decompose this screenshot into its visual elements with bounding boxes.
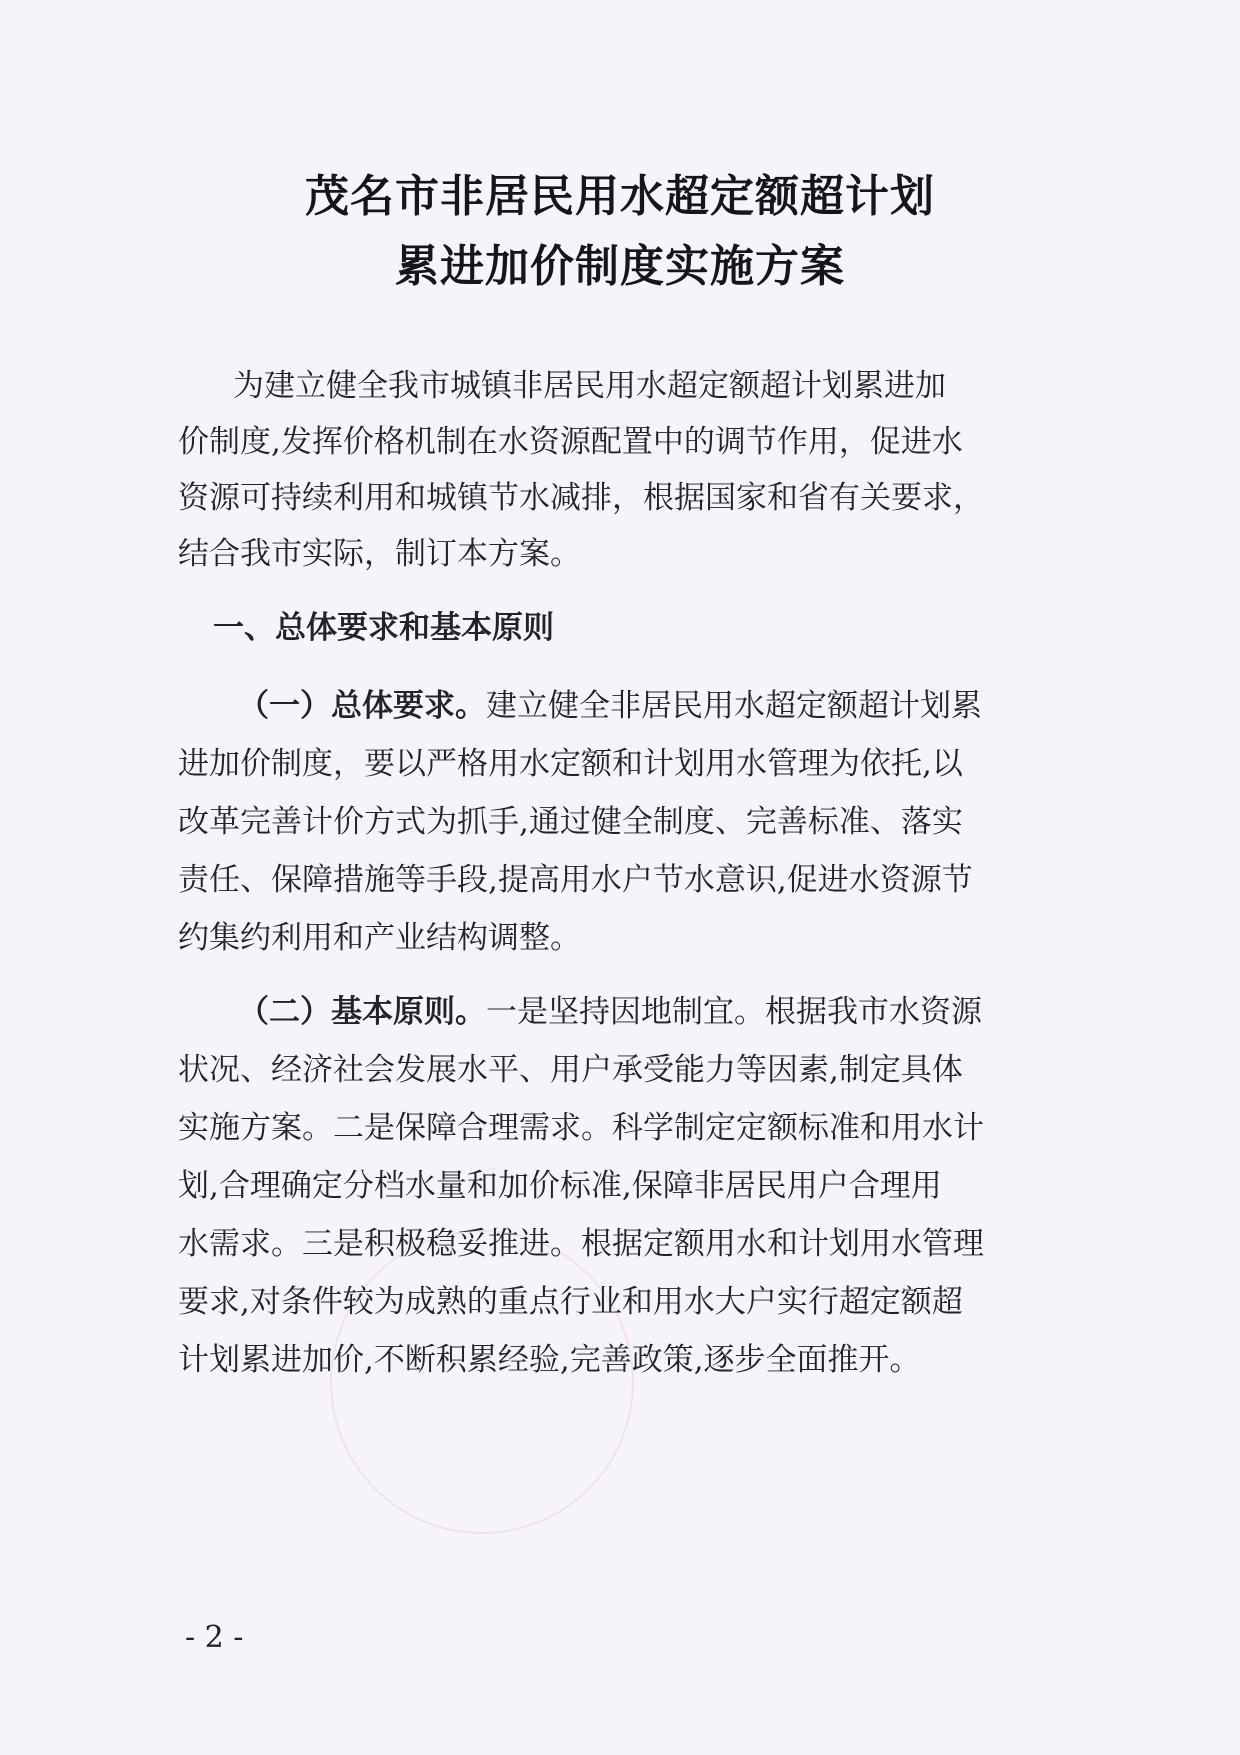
paragraph-2-line-1-rest: 一是坚持因地制宜。根据我市水资源 [486, 994, 982, 1030]
paragraph-2-line-4: 划,合理确定分档水量和加价标准,保障非居民用户合理用 [178, 1168, 942, 1204]
paragraph-1-line-2: 进加价制度，要以严格用水定额和计划用水管理为依托,以 [178, 746, 963, 782]
intro-line-2: 价制度,发挥价格机制在水资源配置中的调节作用，促进水 [178, 424, 963, 460]
paragraph-1-line-4: 责任、保障措施等手段,提高用水户节水意识,促进水资源节 [178, 862, 973, 898]
document-title-line-2: 累进加价制度实施方案 [395, 241, 845, 292]
paragraph-1-lead: （一）总体要求。 [238, 688, 486, 724]
document-title-line-1: 茂名市非居民用水超定额超计划 [305, 171, 935, 222]
paragraph-2-line-5: 水需求。三是积极稳妥推进。根据定额用水和计划用水管理 [178, 1226, 984, 1262]
seal-stamp-faint [330, 1230, 634, 1534]
paragraph-2-line-6: 要求,对条件较为成熟的重点行业和用水大户实行超定额超 [178, 1284, 963, 1320]
intro-line-1: 为建立健全我市城镇非居民用水超定额超计划累进加 [233, 368, 946, 404]
intro-line-4: 结合我市实际，制订本方案。 [178, 536, 581, 572]
paragraph-2-line-2: 状况、经济社会发展水平、用户承受能力等因素,制定具体 [178, 1052, 963, 1088]
intro-line-3: 资源可持续利用和城镇节水减排，根据国家和省有关要求， [178, 480, 984, 516]
paragraph-2-lead: （二）基本原则。 [238, 994, 486, 1030]
paragraph-2-line-1 [238, 992, 982, 1032]
section-heading-1: 一、总体要求和基本原则 [213, 610, 554, 646]
paragraph-2-line-3: 实施方案。二是保障合理需求。科学制定定额标准和用水计 [178, 1110, 984, 1146]
paragraph-1-line-1-rest: 建立健全非居民用水超定额超计划累 [486, 688, 982, 724]
paragraph-1-line-1 [238, 686, 982, 726]
paragraph-1-line-3: 改革完善计价方式为抓手,通过健全制度、完善标准、落实 [178, 804, 963, 840]
paragraph-2-line-7: 计划累进加价,不断积累经验,完善政策,逐步全面推开。 [178, 1342, 921, 1378]
page-number: - 2 - [185, 1620, 244, 1655]
paragraph-1-line-5: 约集约利用和产业结构调整。 [178, 920, 581, 956]
